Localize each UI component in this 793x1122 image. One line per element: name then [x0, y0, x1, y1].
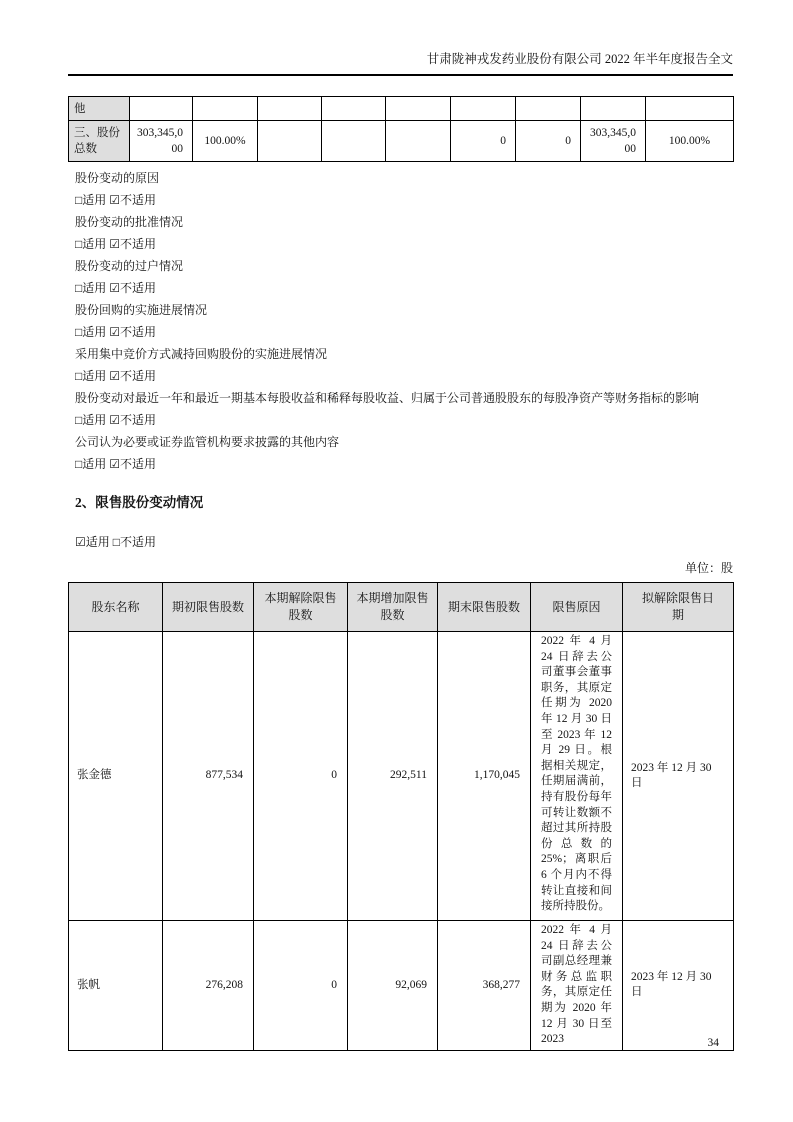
statement-applicability: □适用 ☑不适用: [75, 281, 157, 295]
value-cell: [130, 97, 193, 121]
closing-cell: 1,170,045: [438, 632, 531, 921]
released-cell: 0: [254, 632, 348, 921]
value-cell: 0: [516, 121, 581, 162]
release-date-cell: 2023 年 12 月 30 日: [623, 921, 734, 1051]
value-cell: [258, 97, 322, 121]
header-release-date: [623, 583, 734, 632]
header-reason: 限售原因: [531, 583, 623, 632]
value-cell: [322, 121, 386, 162]
restricted-shares-table: [68, 582, 734, 1051]
header-released: 本期解除限售股数: [254, 583, 348, 632]
closing-cell: 368,277: [438, 921, 531, 1051]
statement-label: 采用集中竞价方式减持回购股份的实施进展情况: [75, 347, 328, 361]
value-cell: 100.00%: [193, 121, 258, 162]
table-row: [69, 97, 734, 121]
value-cell: 0: [451, 121, 516, 162]
statement-applicability: □适用 ☑不适用: [75, 369, 157, 383]
header-shareholder-name: 股东名称: [69, 583, 163, 632]
statement-label: 股份变动对最近一年和最近一期基本每股收益和稀释每股收益、归属于公司普通股股东的每股净资产等财务指标的影响: [75, 391, 700, 405]
added-cell: 92,069: [348, 921, 438, 1051]
statement-applicability: □适用 ☑不适用: [75, 413, 157, 427]
statement-applicability: □适用 ☑不适用: [75, 193, 157, 207]
release-date-cell: 2023 年 12 月 30 日: [623, 632, 734, 921]
section-heading: 2、限售股份变动情况: [75, 495, 204, 510]
statement-label: 股份变动的过户情况: [75, 259, 184, 273]
value-cell: [516, 97, 581, 121]
page-number: 34: [707, 1037, 719, 1049]
released-cell: 0: [254, 921, 348, 1051]
shareholder-name-cell: 张帆: [69, 921, 163, 1051]
added-cell: 292,511: [348, 632, 438, 921]
shareholder-name-cell: 张金德: [69, 632, 163, 921]
page-header-title: 甘肃陇神戎发药业股份有限公司 2022 年半年度报告全文: [68, 52, 733, 76]
header-release-date-text: 拟解除限售日期: [641, 591, 714, 622]
value-cell: [646, 97, 734, 121]
value-cell: [386, 97, 451, 121]
value-cell: [193, 97, 258, 121]
section-applicability: ☑适用 □不适用: [75, 535, 157, 549]
value-cell: [322, 97, 386, 121]
value-cell: 303,345,000: [130, 121, 193, 162]
row-label-cell: 他: [69, 97, 130, 121]
statement-label: 股份回购的实施进展情况: [75, 303, 208, 317]
table-row: [69, 632, 734, 921]
table-row: [69, 921, 734, 1051]
share-structure-table: [68, 96, 734, 162]
reason-cell: 2022 年 4 月 24 日辞去公司副总经理兼财务总监职务，其原定任期为 2020 年 12 月 30 日至 2023: [531, 921, 623, 1051]
statement-label: 股份变动的批准情况: [75, 215, 184, 229]
statement-applicability: □适用 ☑不适用: [75, 457, 157, 471]
reason-cell: 2022 年 4 月 24 日辞去公司董事会董事职务，其原定任期为 2020 年 12 月 30 日至 2023 年 12 月 29 日。根据相关规定，任期届满前，持有股份每年可转让数额不超过其所持股份总数的 25%；离职后 6 个月内不得转让直接和间接所持股份。: [531, 632, 623, 921]
table-row: [69, 121, 734, 162]
value-cell: [451, 97, 516, 121]
table-header-row: [69, 583, 734, 632]
statement-applicability: □适用 ☑不适用: [75, 325, 157, 339]
statement-label: 股份变动的原因: [75, 171, 160, 185]
report-page: [68, 0, 733, 1051]
value-cell: 100.00%: [646, 121, 734, 162]
value-cell: 303,345,000: [581, 121, 646, 162]
value-cell: [258, 121, 322, 162]
value-cell: [386, 121, 451, 162]
header-opening-restricted: 期初限售股数: [163, 583, 254, 632]
row-label-cell: 三、股份总数: [69, 121, 130, 162]
statements-block: [68, 167, 733, 475]
statement-label: 公司认为必要或证券监管机构要求披露的其他内容: [75, 435, 340, 449]
opening-cell: 877,534: [163, 632, 254, 921]
unit-label: 单位：股: [684, 561, 733, 575]
header-added: 本期增加限售股数: [348, 583, 438, 632]
statement-applicability: □适用 ☑不适用: [75, 237, 157, 251]
value-cell: [581, 97, 646, 121]
opening-cell: 276,208: [163, 921, 254, 1051]
header-closing-restricted: 期末限售股数: [438, 583, 531, 632]
